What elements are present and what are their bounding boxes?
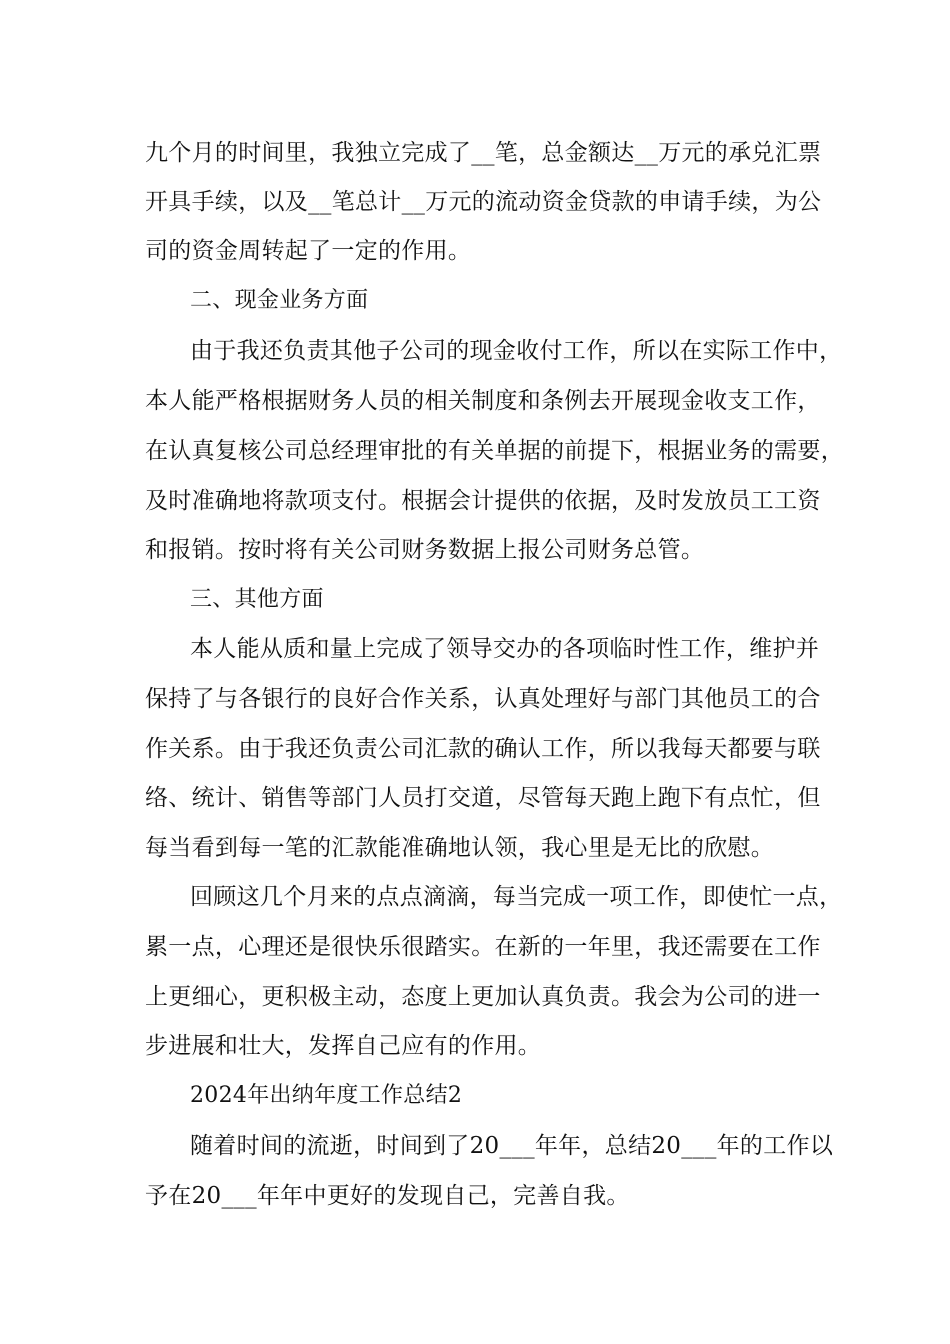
paragraph-line: 及时准确地将款项支付。根据会计提供的依据，及时发放员工工资 [145, 488, 821, 514]
paragraph-line: 予在20___年年中更好的发现自己，完善自我。 [145, 1183, 630, 1209]
paragraph-line: 络、统计、销售等部门人员打交道，尽管每天跑上跑下有点忙，但 [145, 785, 821, 811]
section-heading: 三、其他方面 [190, 587, 324, 612]
paragraph-line: 随着时间的流逝，时间到了20___年年，总结20___年的工作以 [190, 1133, 834, 1159]
paragraph-line: 回顾这几个月来的点点滴滴，每当完成一项工作，即使忙一点， [190, 884, 843, 910]
paragraph-line: 步进展和壮大，发挥自己应有的作用。 [145, 1033, 542, 1059]
paragraph-line: 和报销。按时将有关公司财务数据上报公司财务总管。 [145, 537, 705, 563]
paragraph-line: 由于我还负责其他子公司的现金收付工作，所以在实际工作中， [190, 338, 843, 364]
paragraph-line: 本人能严格根据财务人员的相关制度和条例去开展现金收支工作， [145, 388, 821, 414]
paragraph-line: 上更细心，更积极主动，态度上更加认真负责。我会为公司的进一 [145, 984, 821, 1010]
document-subtitle: 2024年出纳年度工作总结2 [190, 1083, 463, 1108]
paragraph-line: 在认真复核公司总经理审批的有关单据的前提下，根据业务的需要， [145, 438, 844, 464]
paragraph-line: 每当看到每一笔的汇款能准确地认领，我心里是无比的欣慰。 [145, 835, 775, 861]
paragraph-line: 九个月的时间里，我独立完成了__笔，总金额达__万元的承兑汇票 [145, 140, 822, 166]
paragraph-line: 保持了与各银行的良好合作关系，认真处理好与部门其他员工的合 [145, 686, 821, 712]
paragraph-line: 司的资金周转起了一定的作用。 [145, 238, 472, 264]
paragraph-line: 开具手续，以及__笔总计__万元的流动资金贷款的申请手续，为公 [145, 189, 822, 215]
paragraph-line: 本人能从质和量上完成了领导交办的各项临时性工作，维护并 [190, 636, 820, 662]
paragraph-line: 作关系。由于我还负责公司汇款的确认工作，所以我每天都要与联 [145, 736, 821, 762]
paragraph-line: 累一点，心理还是很快乐很踏实。在新的一年里，我还需要在工作 [145, 934, 821, 960]
section-heading: 二、现金业务方面 [190, 288, 369, 313]
